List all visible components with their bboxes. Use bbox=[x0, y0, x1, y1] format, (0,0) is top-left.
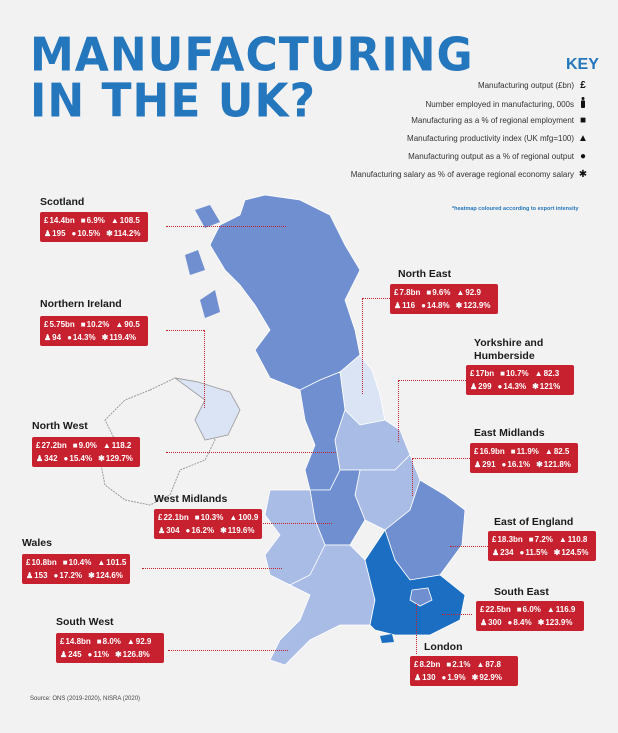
square-icon: ■ bbox=[194, 513, 200, 522]
square-icon: ■ bbox=[446, 660, 452, 669]
output-value: 18.3bn bbox=[497, 535, 523, 544]
circle-icon: ● bbox=[519, 548, 525, 557]
region-name-east-midlands: East Midlands bbox=[474, 427, 545, 439]
source-note: Source: ONS (2019-2020), NISRA (2020) bbox=[30, 696, 141, 702]
output-pct-value: 15.4% bbox=[69, 454, 93, 463]
triangle-icon: ▲ bbox=[476, 660, 485, 669]
person-icon: ♟ bbox=[414, 673, 422, 682]
map-islands-north bbox=[195, 205, 220, 228]
productivity-value: 87.8 bbox=[485, 660, 501, 669]
circle-icon: ● bbox=[67, 333, 72, 342]
square-icon: ■ bbox=[80, 216, 86, 225]
key-note: *heatmap coloured according to export intensity bbox=[452, 206, 579, 212]
circle-icon: ● bbox=[497, 382, 503, 391]
leader-yorkshire-v bbox=[398, 380, 399, 442]
person-icon: ♟ bbox=[60, 650, 68, 659]
salary-value: 119.4% bbox=[109, 333, 137, 342]
region-box-wales bbox=[22, 554, 130, 584]
region-name-north-east: North East bbox=[398, 268, 452, 280]
asterisk-icon: ✱ bbox=[88, 571, 95, 580]
leader-north-west bbox=[166, 452, 336, 453]
pound-icon: £ bbox=[44, 320, 49, 329]
employment-pct-value: 10.4% bbox=[68, 558, 92, 567]
asterisk-icon: ✱ bbox=[220, 526, 227, 535]
asterisk-icon: ✱ bbox=[536, 460, 543, 469]
leader-east-midlands bbox=[412, 458, 470, 459]
circle-icon: ● bbox=[63, 454, 69, 463]
employed-value: 195 bbox=[52, 229, 66, 238]
key-label: Manufacturing salary as % of average regional economy salary bbox=[350, 170, 574, 179]
title-line-1: MANUFACTURING bbox=[30, 28, 474, 83]
triangle-icon: ▲ bbox=[534, 369, 543, 378]
employed-value: 300 bbox=[488, 618, 502, 627]
output-pct-value: 1.9% bbox=[447, 673, 466, 682]
output-pct-value: 16.1% bbox=[507, 460, 531, 469]
circle-icon: ● bbox=[53, 571, 59, 580]
asterisk-icon: ✱ bbox=[471, 673, 479, 682]
salary-value: 92.9% bbox=[479, 673, 502, 682]
asterisk-icon: ✱ bbox=[578, 169, 588, 180]
region-name-scotland: Scotland bbox=[40, 196, 85, 208]
square-icon: ■ bbox=[62, 558, 68, 567]
employment-pct-value: 7.2% bbox=[534, 535, 553, 544]
leader-south-west bbox=[168, 650, 288, 651]
title-line-2: IN THE UK? bbox=[30, 74, 317, 129]
triangle-icon: ▲ bbox=[456, 288, 465, 297]
employed-value: 342 bbox=[44, 454, 58, 463]
person-icon: ♟ bbox=[44, 229, 52, 238]
output-value: 5.75bn bbox=[49, 320, 75, 329]
output-value: 16.9bn bbox=[479, 447, 505, 456]
asterisk-icon: ✱ bbox=[101, 333, 109, 342]
pound-icon: £ bbox=[26, 558, 31, 567]
asterisk-icon: ✱ bbox=[455, 301, 463, 310]
salary-value: 123.9% bbox=[545, 618, 573, 627]
key-label: Number employed in manufacturing, 000s bbox=[425, 99, 574, 109]
output-pct-value: 14.3% bbox=[72, 333, 96, 342]
circle-icon: ● bbox=[507, 618, 513, 627]
productivity-value: 92.9 bbox=[135, 637, 152, 646]
employed-value: 245 bbox=[68, 650, 82, 659]
output-value: 10.8bn bbox=[31, 558, 57, 567]
pound-icon: £ bbox=[414, 660, 419, 669]
employment-pct-value: 11.9% bbox=[516, 447, 539, 456]
triangle-icon: ▲ bbox=[558, 535, 567, 544]
salary-value: 121% bbox=[539, 382, 561, 391]
employed-value: 291 bbox=[482, 460, 496, 469]
square-icon: ■ bbox=[72, 441, 78, 450]
triangle-icon: ▲ bbox=[115, 320, 124, 329]
output-pct-value: 11% bbox=[93, 650, 109, 659]
region-name-wales: Wales bbox=[22, 537, 52, 549]
triangle-icon: ▲ bbox=[544, 447, 553, 456]
pound-icon: £ bbox=[492, 535, 497, 544]
salary-value: 123.9% bbox=[463, 301, 491, 310]
circle-icon: ● bbox=[441, 673, 447, 682]
square-icon: ■ bbox=[80, 320, 86, 329]
productivity-value: 101.5 bbox=[106, 558, 127, 567]
square-icon: ■ bbox=[426, 288, 432, 297]
salary-value: 129.7% bbox=[105, 454, 133, 463]
leader-north-east-v bbox=[362, 298, 363, 394]
square-icon: ■ bbox=[516, 605, 522, 614]
triangle-icon: ▲ bbox=[110, 216, 119, 225]
region-name-yorkshire bbox=[474, 337, 543, 363]
salary-value: 121.8% bbox=[543, 460, 571, 469]
person-icon: ♟ bbox=[44, 333, 52, 342]
leader-scotland bbox=[166, 226, 286, 227]
employment-pct-value: 10.3% bbox=[200, 513, 224, 522]
region-box-east-midlands bbox=[470, 443, 578, 473]
region-box-yorkshire bbox=[466, 365, 574, 395]
circle-icon: ● bbox=[421, 301, 426, 310]
region-name-south-west: South West bbox=[56, 616, 114, 628]
pound-icon: £ bbox=[580, 80, 586, 91]
key-label: Manufacturing productivity index (UK mfg=100) bbox=[407, 134, 574, 143]
region-name-west-midlands: West Midlands bbox=[154, 493, 228, 505]
key-label: Manufacturing as a % of regional employment bbox=[411, 116, 574, 125]
region-box-south-east bbox=[476, 601, 584, 631]
employment-pct-value: 8.0% bbox=[102, 637, 121, 646]
triangle-icon: ▲ bbox=[97, 558, 106, 567]
leader-south-east bbox=[442, 614, 472, 615]
region-box-north-west bbox=[32, 437, 140, 467]
output-pct-value: 11.5% bbox=[525, 548, 548, 557]
region-name-yorkshire-line-1: Yorkshire and bbox=[474, 337, 544, 349]
salary-value: 124.5% bbox=[561, 548, 589, 557]
triangle-icon: ▲ bbox=[126, 637, 135, 646]
region-box-north-east bbox=[390, 284, 498, 314]
square-icon: ■ bbox=[500, 369, 505, 378]
region-name-south-east: South East bbox=[494, 586, 549, 598]
circle-icon: ● bbox=[87, 650, 93, 659]
pound-icon: £ bbox=[474, 447, 479, 456]
map-islands-west bbox=[185, 250, 205, 275]
pound-icon: £ bbox=[480, 605, 485, 614]
output-value: 22.5bn bbox=[485, 605, 511, 614]
key-label: Manufacturing output as a % of regional output bbox=[408, 152, 574, 161]
employment-pct-value: 9.6% bbox=[432, 288, 451, 297]
asterisk-icon: ✱ bbox=[106, 229, 113, 238]
salary-value: 119.6% bbox=[227, 526, 255, 535]
asterisk-icon: ✱ bbox=[98, 454, 105, 463]
output-value: 22.1bn bbox=[163, 513, 189, 522]
square-icon: ■ bbox=[96, 637, 102, 646]
employment-pct-value: 10.2% bbox=[86, 320, 110, 329]
pound-icon: £ bbox=[36, 441, 41, 450]
output-value: 27.2bn bbox=[41, 441, 67, 450]
square-icon: ■ bbox=[579, 115, 587, 126]
asterisk-icon: ✱ bbox=[537, 618, 545, 627]
square-icon: ■ bbox=[510, 447, 516, 456]
employment-pct-value: 6.9% bbox=[86, 216, 105, 225]
pound-icon: £ bbox=[394, 288, 399, 297]
leader-london bbox=[416, 604, 417, 654]
output-value: 8.2bn bbox=[419, 660, 441, 669]
leader-east-of-england bbox=[450, 546, 490, 547]
productivity-value: 100.9 bbox=[238, 513, 259, 522]
region-box-scotland bbox=[40, 212, 148, 242]
region-name-northern-ireland: Northern Ireland bbox=[40, 298, 122, 310]
region-name-north-west: North West bbox=[32, 420, 88, 432]
person-icon: ♟ bbox=[474, 460, 482, 469]
region-box-south-west bbox=[56, 633, 164, 663]
triangle-icon: ▲ bbox=[546, 605, 555, 614]
employed-value: 153 bbox=[34, 571, 48, 580]
asterisk-icon: ✱ bbox=[114, 650, 122, 659]
map-region-scotland bbox=[210, 195, 360, 390]
region-name-yorkshire-line-2: Humberside bbox=[474, 350, 535, 362]
key-heading: KEY bbox=[566, 56, 599, 73]
region-box-london bbox=[410, 656, 518, 686]
leader-east-midlands-v bbox=[412, 458, 413, 496]
leader-wales bbox=[142, 568, 282, 569]
person-icon: ♟ bbox=[470, 382, 478, 391]
region-name-london: London bbox=[424, 641, 463, 653]
region-name-east-of-england: East of England bbox=[494, 516, 574, 528]
output-value: 14.4bn bbox=[49, 216, 75, 225]
pound-icon: £ bbox=[60, 637, 65, 646]
region-box-east-of-england bbox=[488, 531, 596, 561]
person-icon: ♟ bbox=[394, 301, 402, 310]
output-value: 7.8bn bbox=[399, 288, 421, 297]
pound-icon: £ bbox=[44, 216, 49, 225]
employment-pct-value: 6.0% bbox=[522, 605, 541, 614]
map-region-northern-ireland bbox=[175, 378, 240, 440]
leader-northern-ireland-v bbox=[204, 330, 205, 408]
employed-value: 234 bbox=[500, 548, 514, 557]
employed-value: 304 bbox=[166, 526, 180, 535]
person-icon: ♟ bbox=[158, 526, 166, 535]
circle-icon: ● bbox=[579, 151, 587, 162]
person-icon: ♟ bbox=[492, 548, 500, 557]
region-box-northern-ireland bbox=[40, 316, 148, 346]
output-pct-value: 17.2% bbox=[59, 571, 83, 580]
triangle-icon: ▲ bbox=[578, 133, 588, 144]
productivity-value: 118.2 bbox=[111, 441, 132, 450]
output-pct-value: 14.8% bbox=[426, 301, 450, 310]
leader-northern-ireland bbox=[166, 330, 204, 331]
output-value: 14.8bn bbox=[65, 637, 91, 646]
map-islands-west-2 bbox=[200, 290, 220, 318]
triangle-icon: ▲ bbox=[102, 441, 111, 450]
employment-pct-value: 9.0% bbox=[78, 441, 97, 450]
salary-value: 124.6% bbox=[95, 571, 123, 580]
leader-west-midlands bbox=[260, 523, 332, 524]
productivity-value: 108.5 bbox=[119, 216, 140, 225]
productivity-value: 110.8 bbox=[567, 535, 588, 544]
output-value: 17bn bbox=[475, 369, 495, 378]
productivity-value: 90.5 bbox=[124, 320, 140, 329]
person-icon: ♟ bbox=[26, 571, 34, 580]
employment-pct-value: 10.7% bbox=[505, 369, 529, 378]
key-label: Manufacturing output (£bn) bbox=[477, 81, 574, 90]
person-icon: ♟ bbox=[480, 618, 488, 627]
square-icon: ■ bbox=[528, 535, 534, 544]
map-isle-of-wight bbox=[380, 634, 394, 643]
output-pct-value: 8.4% bbox=[513, 618, 532, 627]
pound-icon: £ bbox=[158, 513, 163, 522]
asterisk-icon: ✱ bbox=[532, 382, 539, 391]
employment-pct-value: 2.1% bbox=[452, 660, 471, 669]
person-icon: ♟ bbox=[36, 454, 44, 463]
employed-value: 94 bbox=[52, 333, 62, 342]
circle-icon: ● bbox=[185, 526, 191, 535]
output-pct-value: 10.5% bbox=[77, 229, 101, 238]
asterisk-icon: ✱ bbox=[553, 548, 561, 557]
region-box-west-midlands bbox=[154, 509, 262, 539]
salary-value: 126.8% bbox=[122, 650, 150, 659]
employed-value: 299 bbox=[478, 382, 492, 391]
triangle-icon: ▲ bbox=[229, 513, 238, 522]
leader-yorkshire bbox=[398, 380, 466, 381]
salary-value: 114.2% bbox=[113, 229, 141, 238]
pound-icon: £ bbox=[470, 369, 475, 378]
leader-north-east bbox=[362, 298, 390, 299]
output-pct-value: 14.3% bbox=[503, 382, 527, 391]
output-pct-value: 16.2% bbox=[191, 526, 215, 535]
circle-icon: ● bbox=[501, 460, 507, 469]
productivity-value: 116.9 bbox=[555, 605, 576, 614]
employed-value: 116 bbox=[402, 301, 416, 310]
productivity-value: 82.3 bbox=[543, 369, 560, 378]
productivity-value: 82.5 bbox=[553, 447, 570, 456]
employed-value: 130 bbox=[422, 673, 436, 682]
circle-icon: ● bbox=[71, 229, 77, 238]
productivity-value: 92.9 bbox=[465, 288, 481, 297]
